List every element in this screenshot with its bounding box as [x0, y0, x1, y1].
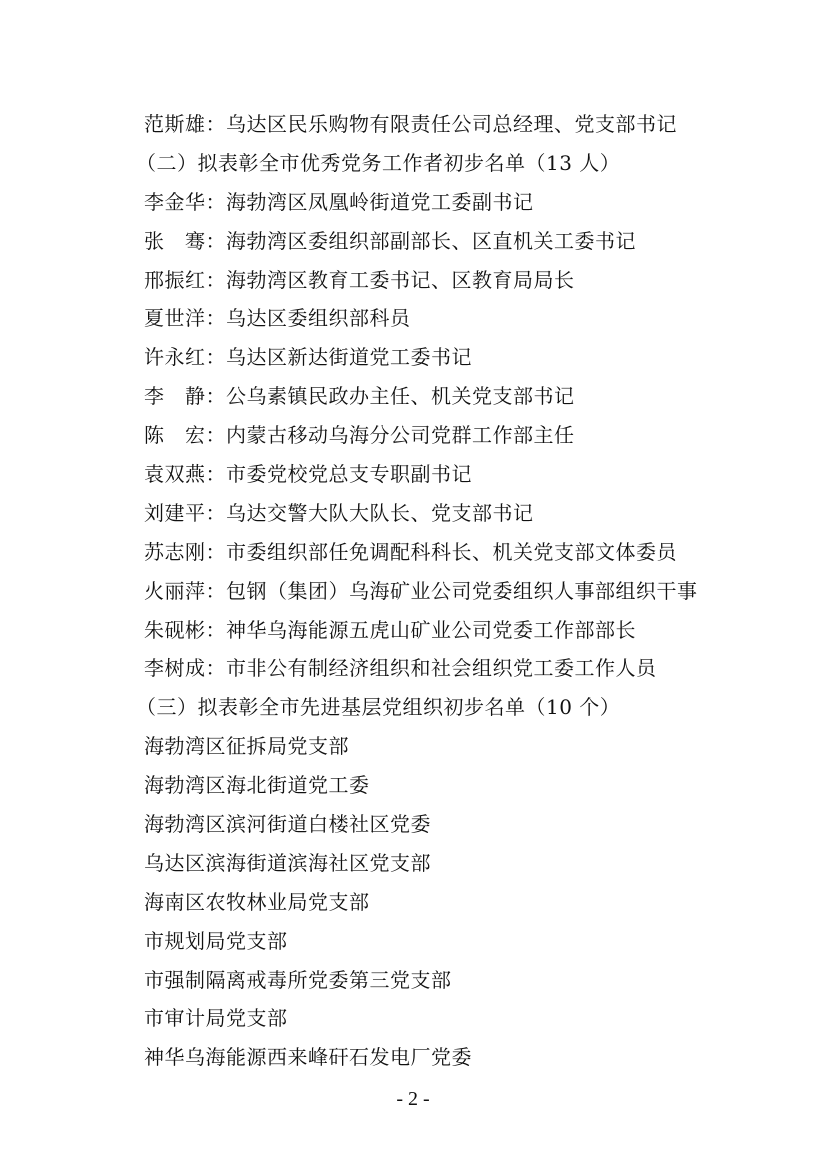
- page-number: - 2 -: [396, 1088, 430, 1110]
- name-entry: 朱砚彬：神华乌海能源五虎山矿业公司党委工作部部长: [144, 617, 636, 642]
- name-entry: 夏世洋：乌达区委组织部科员: [144, 306, 411, 331]
- name-entry: 袁双燕：市委党校党总支专职副书记: [144, 462, 472, 487]
- organization-entry: 海南区农牧林业局党支部: [144, 889, 370, 914]
- name-entry: 邢振红：海勃湾区教育工委书记、区教育局局长: [144, 267, 575, 292]
- organization-entry: 海勃湾区海北街道党工委: [144, 773, 370, 798]
- section-heading-2: （二）拟表彰全市优秀党务工作者初步名单（13 人）: [136, 150, 621, 175]
- name-entry: 火丽萍：包钢（集团）乌海矿业公司党委组织人事部组织干事: [144, 578, 698, 603]
- name-entry: 李金华：海勃湾区凤凰岭街道党工委副书记: [144, 189, 534, 214]
- name-entry: 刘建平：乌达交警大队大队长、党支部书记: [144, 500, 534, 525]
- organization-entry: 海勃湾区滨河街道白楼社区党委: [144, 812, 431, 837]
- organization-entry: 市规划局党支部: [144, 928, 288, 953]
- organization-entry: 市强制隔离戒毒所党委第三党支部: [144, 967, 452, 992]
- organization-entry: 神华乌海能源西来峰矸石发电厂党委: [144, 1045, 472, 1070]
- name-entry: 陈 宏：内蒙古移动乌海分公司党群工作部主任: [144, 423, 575, 448]
- section-heading-3: （三）拟表彰全市先进基层党组织初步名单（10 个）: [136, 695, 621, 720]
- organization-entry: 市审计局党支部: [144, 1006, 288, 1031]
- document-body: [136, 105, 784, 1077]
- organization-entry: 海勃湾区征拆局党支部: [144, 734, 349, 759]
- name-entry: 范斯雄：乌达区民乐购物有限责任公司总经理、党支部书记: [144, 112, 677, 136]
- organization-entry: 乌达区滨海街道滨海社区党支部: [144, 850, 431, 875]
- name-entry: 张 骞：海勃湾区委组织部副部长、区直机关工委书记: [144, 228, 636, 253]
- name-entry: 李树成：市非公有制经济组织和社会组织党工委工作人员: [144, 656, 657, 681]
- name-entry: 许永红：乌达区新达街道党工委书记: [144, 345, 472, 370]
- name-entry: 苏志刚：市委组织部任免调配科科长、机关党支部文体委员: [144, 539, 677, 564]
- name-entry: 李 静：公乌素镇民政办主任、机关党支部书记: [144, 384, 575, 409]
